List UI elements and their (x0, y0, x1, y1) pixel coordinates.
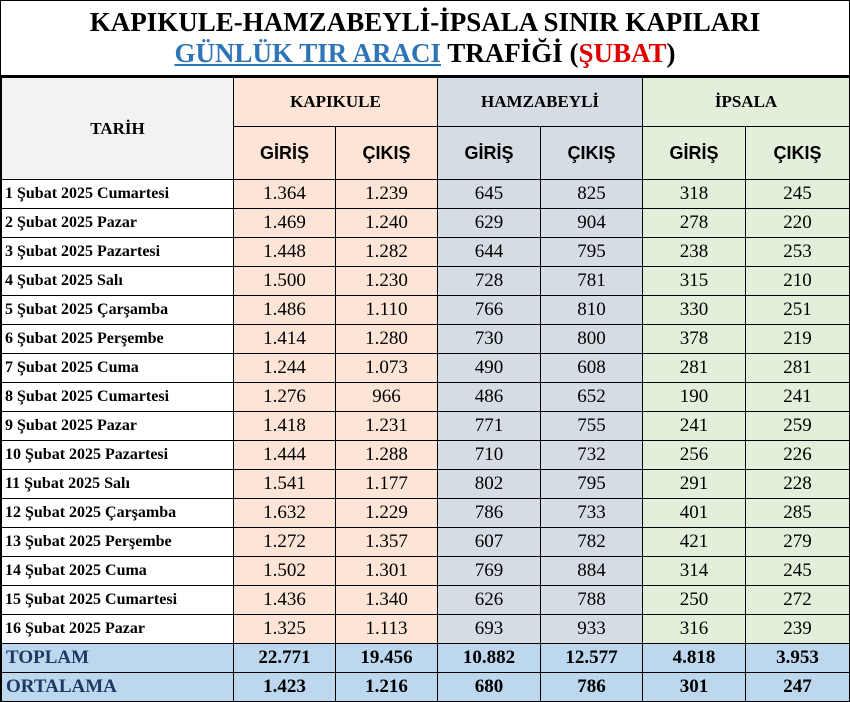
value-cell: 245 (746, 180, 850, 209)
date-cell: 13 Şubat 2025 Perşembe (2, 528, 234, 557)
gate-header-kapikule: KAPIKULE (234, 78, 438, 127)
value-cell: 314 (643, 557, 746, 586)
header-row-gates (2, 78, 850, 127)
average-cell: 247 (746, 673, 850, 702)
value-cell: 607 (438, 528, 541, 557)
table-row (2, 557, 850, 586)
table-row (2, 325, 850, 354)
average-cell: 301 (643, 673, 746, 702)
value-cell: 693 (438, 615, 541, 644)
date-header: TARİH (2, 78, 234, 180)
value-cell: 733 (541, 499, 643, 528)
value-cell: 730 (438, 325, 541, 354)
value-cell: 256 (643, 441, 746, 470)
value-cell: 795 (541, 470, 643, 499)
title-highlight: GÜNLÜK TIR ARACI (174, 38, 441, 68)
value-cell: 728 (438, 267, 541, 296)
gate-header-ipsala: İPSALA (643, 78, 850, 127)
value-cell: 1.541 (234, 470, 336, 499)
value-cell: 755 (541, 412, 643, 441)
total-cell: 22.771 (234, 644, 336, 673)
traffic-table (1, 77, 850, 702)
totals-label: TOPLAM (2, 644, 234, 673)
value-cell: 253 (746, 238, 850, 267)
title-end: ) (666, 38, 676, 68)
value-cell: 238 (643, 238, 746, 267)
value-cell: 1.364 (234, 180, 336, 209)
value-cell: 281 (643, 354, 746, 383)
value-cell: 1.301 (336, 557, 438, 586)
value-cell: 1.486 (234, 296, 336, 325)
value-cell: 788 (541, 586, 643, 615)
value-cell: 966 (336, 383, 438, 412)
value-cell: 285 (746, 499, 850, 528)
table-row (2, 383, 850, 412)
average-cell: 786 (541, 673, 643, 702)
entry-header: GİRİŞ (643, 127, 746, 180)
table-row (2, 267, 850, 296)
exit-header: ÇIKIŞ (746, 127, 850, 180)
date-cell: 15 Şubat 2025 Cumartesi (2, 586, 234, 615)
value-cell: 608 (541, 354, 643, 383)
table-row (2, 238, 850, 267)
date-cell: 14 Şubat 2025 Cuma (2, 557, 234, 586)
table-row (2, 209, 850, 238)
value-cell: 1.357 (336, 528, 438, 557)
value-cell: 1.272 (234, 528, 336, 557)
averages-label: ORTALAMA (2, 673, 234, 702)
value-cell: 401 (643, 499, 746, 528)
value-cell: 1.436 (234, 586, 336, 615)
table-row (2, 180, 850, 209)
value-cell: 1.110 (336, 296, 438, 325)
value-cell: 933 (541, 615, 643, 644)
value-cell: 1.230 (336, 267, 438, 296)
title-line-2 (1, 37, 849, 69)
value-cell: 1.632 (234, 499, 336, 528)
value-cell: 190 (643, 383, 746, 412)
report-title (1, 1, 849, 77)
date-cell: 7 Şubat 2025 Cuma (2, 354, 234, 383)
value-cell: 802 (438, 470, 541, 499)
value-cell: 239 (746, 615, 850, 644)
value-cell: 781 (541, 267, 643, 296)
averages-row (2, 673, 850, 702)
date-cell: 3 Şubat 2025 Pazartesi (2, 238, 234, 267)
value-cell: 769 (438, 557, 541, 586)
value-cell: 219 (746, 325, 850, 354)
value-cell: 316 (643, 615, 746, 644)
value-cell: 220 (746, 209, 850, 238)
date-cell: 8 Şubat 2025 Cumartesi (2, 383, 234, 412)
value-cell: 1.340 (336, 586, 438, 615)
date-cell: 5 Şubat 2025 Çarşamba (2, 296, 234, 325)
value-cell: 210 (746, 267, 850, 296)
date-cell: 11 Şubat 2025 Salı (2, 470, 234, 499)
value-cell: 378 (643, 325, 746, 354)
value-cell: 241 (746, 383, 850, 412)
value-cell: 786 (438, 499, 541, 528)
total-cell: 10.882 (438, 644, 541, 673)
value-cell: 626 (438, 586, 541, 615)
value-cell: 1.177 (336, 470, 438, 499)
average-cell: 680 (438, 673, 541, 702)
date-cell: 12 Şubat 2025 Çarşamba (2, 499, 234, 528)
value-cell: 1.280 (336, 325, 438, 354)
title-month: ŞUBAT (578, 38, 667, 68)
value-cell: 1.444 (234, 441, 336, 470)
date-cell: 4 Şubat 2025 Salı (2, 267, 234, 296)
entry-header: GİRİŞ (438, 127, 541, 180)
value-cell: 710 (438, 441, 541, 470)
value-cell: 251 (746, 296, 850, 325)
value-cell: 1.240 (336, 209, 438, 238)
total-cell: 3.953 (746, 644, 850, 673)
table-row (2, 528, 850, 557)
date-cell: 10 Şubat 2025 Pazartesi (2, 441, 234, 470)
value-cell: 884 (541, 557, 643, 586)
value-cell: 782 (541, 528, 643, 557)
total-cell: 12.577 (541, 644, 643, 673)
table-row (2, 586, 850, 615)
value-cell: 1.231 (336, 412, 438, 441)
date-cell: 6 Şubat 2025 Perşembe (2, 325, 234, 354)
date-cell: 16 Şubat 2025 Pazar (2, 615, 234, 644)
value-cell: 1.244 (234, 354, 336, 383)
exit-header: ÇIKIŞ (541, 127, 643, 180)
gate-header-hamzabeyli: HAMZABEYLİ (438, 78, 643, 127)
value-cell: 272 (746, 586, 850, 615)
average-cell: 1.423 (234, 673, 336, 702)
value-cell: 330 (643, 296, 746, 325)
date-cell: 1 Şubat 2025 Cumartesi (2, 180, 234, 209)
value-cell: 490 (438, 354, 541, 383)
table-row (2, 499, 850, 528)
value-cell: 1.113 (336, 615, 438, 644)
value-cell: 645 (438, 180, 541, 209)
title-middle: TRAFİĞİ ( (440, 38, 579, 68)
value-cell: 281 (746, 354, 850, 383)
value-cell: 766 (438, 296, 541, 325)
value-cell: 1.276 (234, 383, 336, 412)
value-cell: 1.239 (336, 180, 438, 209)
title-line-1: KAPIKULE-HAMZABEYLİ-İPSALA SINIR KAPILARI (89, 7, 761, 37)
value-cell: 226 (746, 441, 850, 470)
value-cell: 1.500 (234, 267, 336, 296)
average-cell: 1.216 (336, 673, 438, 702)
value-cell: 1.325 (234, 615, 336, 644)
exit-header: ÇIKIŞ (336, 127, 438, 180)
value-cell: 1.229 (336, 499, 438, 528)
table-row (2, 470, 850, 499)
table-row (2, 441, 850, 470)
table-body (2, 180, 850, 644)
value-cell: 1.448 (234, 238, 336, 267)
total-cell: 4.818 (643, 644, 746, 673)
total-cell: 19.456 (336, 644, 438, 673)
value-cell: 1.073 (336, 354, 438, 383)
table-row (2, 615, 850, 644)
value-cell: 904 (541, 209, 643, 238)
date-cell: 2 Şubat 2025 Pazar (2, 209, 234, 238)
value-cell: 795 (541, 238, 643, 267)
value-cell: 241 (643, 412, 746, 441)
value-cell: 291 (643, 470, 746, 499)
table-row (2, 296, 850, 325)
value-cell: 250 (643, 586, 746, 615)
value-cell: 652 (541, 383, 643, 412)
value-cell: 315 (643, 267, 746, 296)
date-cell: 9 Şubat 2025 Pazar (2, 412, 234, 441)
value-cell: 1.418 (234, 412, 336, 441)
table-row (2, 354, 850, 383)
value-cell: 810 (541, 296, 643, 325)
totals-row (2, 644, 850, 673)
entry-header: GİRİŞ (234, 127, 336, 180)
value-cell: 644 (438, 238, 541, 267)
value-cell: 1.288 (336, 441, 438, 470)
value-cell: 629 (438, 209, 541, 238)
value-cell: 259 (746, 412, 850, 441)
value-cell: 1.414 (234, 325, 336, 354)
value-cell: 825 (541, 180, 643, 209)
value-cell: 279 (746, 528, 850, 557)
table-row (2, 412, 850, 441)
value-cell: 732 (541, 441, 643, 470)
value-cell: 486 (438, 383, 541, 412)
value-cell: 1.282 (336, 238, 438, 267)
value-cell: 245 (746, 557, 850, 586)
value-cell: 278 (643, 209, 746, 238)
value-cell: 1.502 (234, 557, 336, 586)
value-cell: 800 (541, 325, 643, 354)
value-cell: 318 (643, 180, 746, 209)
value-cell: 421 (643, 528, 746, 557)
value-cell: 228 (746, 470, 850, 499)
value-cell: 771 (438, 412, 541, 441)
value-cell: 1.469 (234, 209, 336, 238)
